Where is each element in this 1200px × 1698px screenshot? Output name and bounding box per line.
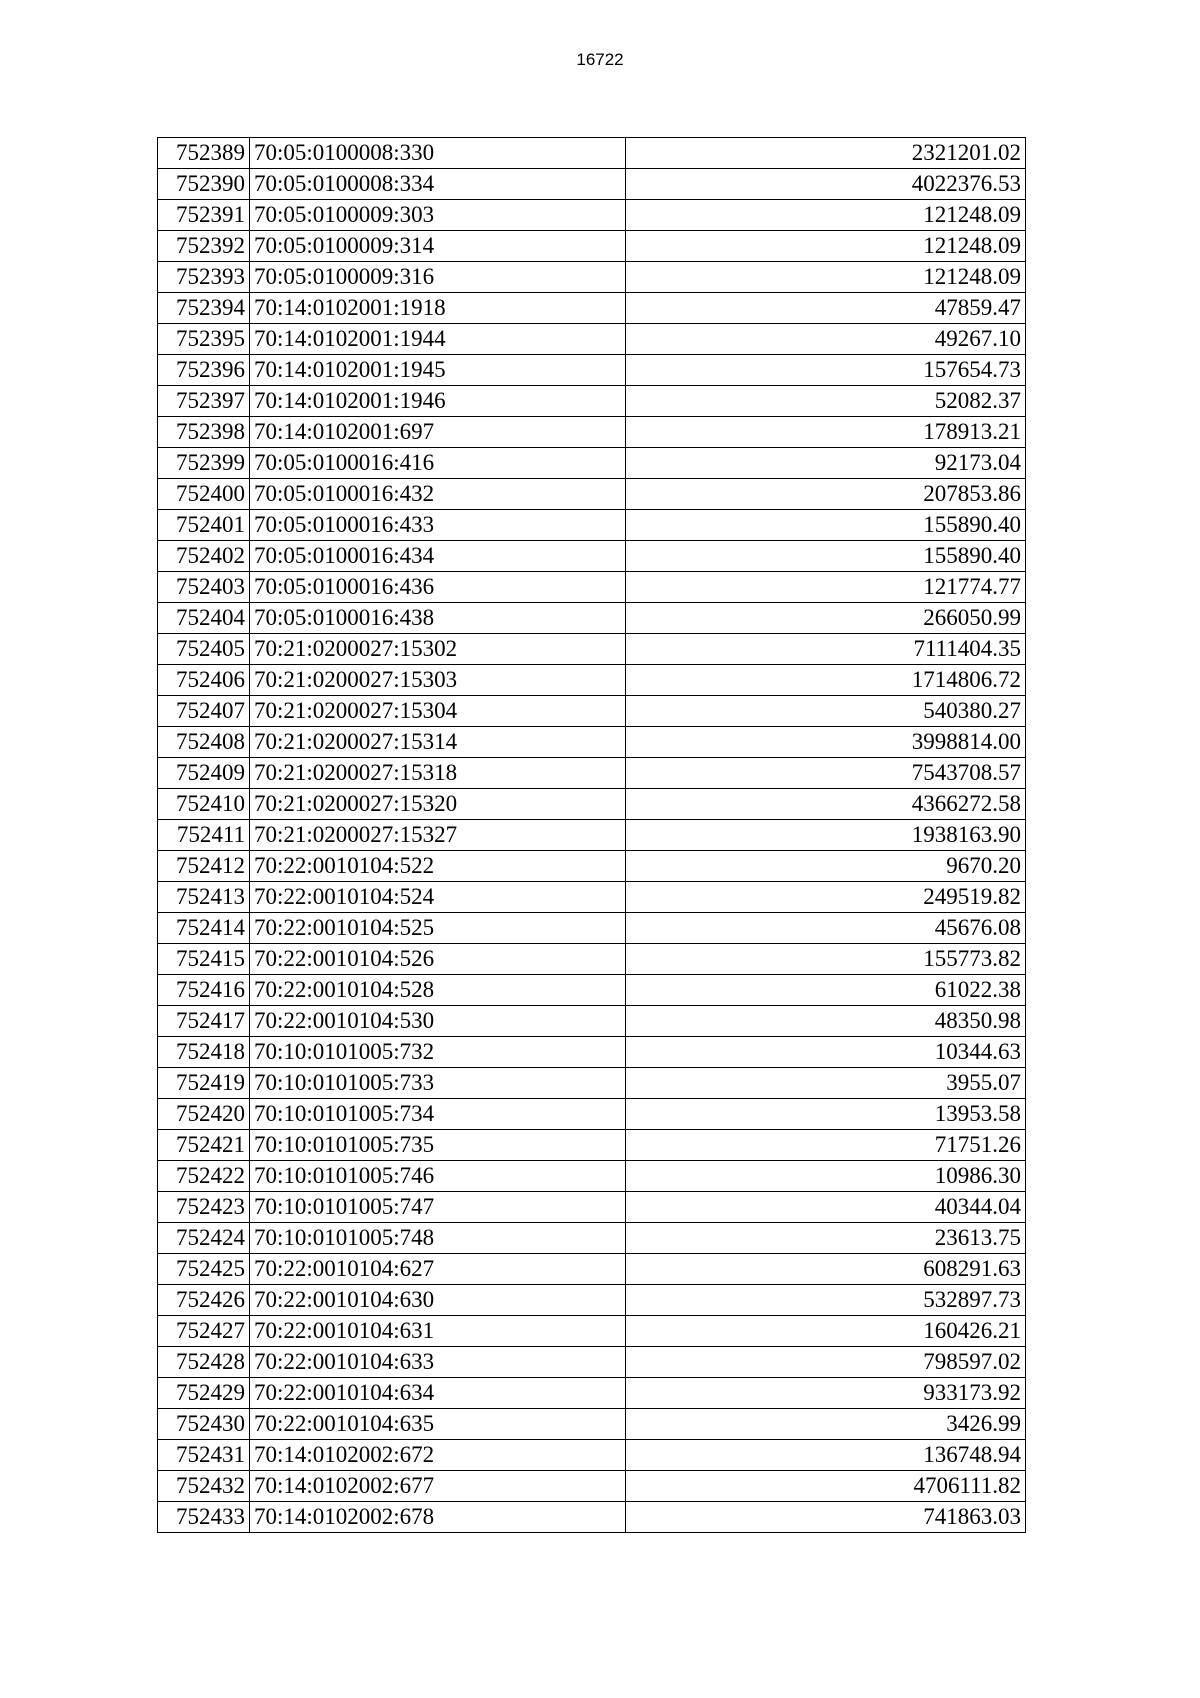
value-cell: 933173.92 — [626, 1378, 1026, 1409]
value-cell: 4366272.58 — [626, 789, 1026, 820]
table-row — [158, 262, 1026, 293]
cadastral-number-cell: 70:05:0100016:432 — [250, 479, 626, 510]
cadastral-number-cell: 70:21:0200027:15303 — [250, 665, 626, 696]
table-row — [158, 975, 1026, 1006]
value-cell: 4022376.53 — [626, 169, 1026, 200]
table-row — [158, 1223, 1026, 1254]
table-row — [158, 851, 1026, 882]
cadastral-number-cell: 70:22:0010104:530 — [250, 1006, 626, 1037]
table-row — [158, 479, 1026, 510]
cadastral-number-cell: 70:21:0200027:15302 — [250, 634, 626, 665]
row-id-cell: 752397 — [158, 386, 250, 417]
table-row — [158, 1440, 1026, 1471]
row-id-cell: 752396 — [158, 355, 250, 386]
cadastral-number-cell: 70:22:0010104:634 — [250, 1378, 626, 1409]
table-row — [158, 138, 1026, 169]
value-cell: 160426.21 — [626, 1316, 1026, 1347]
cadastral-number-cell: 70:10:0101005:748 — [250, 1223, 626, 1254]
cadastral-number-cell: 70:21:0200027:15327 — [250, 820, 626, 851]
row-id-cell: 752429 — [158, 1378, 250, 1409]
row-id-cell: 752412 — [158, 851, 250, 882]
row-id-cell: 752410 — [158, 789, 250, 820]
cadastral-number-cell: 70:14:0102002:672 — [250, 1440, 626, 1471]
cadastral-number-cell: 70:22:0010104:630 — [250, 1285, 626, 1316]
row-id-cell: 752405 — [158, 634, 250, 665]
table-row — [158, 1161, 1026, 1192]
cadastral-number-cell: 70:14:0102001:1944 — [250, 324, 626, 355]
value-cell: 540380.27 — [626, 696, 1026, 727]
row-id-cell: 752390 — [158, 169, 250, 200]
table-row — [158, 386, 1026, 417]
value-cell: 266050.99 — [626, 603, 1026, 634]
table-row — [158, 820, 1026, 851]
value-cell: 10986.30 — [626, 1161, 1026, 1192]
table-row — [158, 1378, 1026, 1409]
cadastral-number-cell: 70:14:0102002:677 — [250, 1471, 626, 1502]
value-cell: 155890.40 — [626, 510, 1026, 541]
value-cell: 13953.58 — [626, 1099, 1026, 1130]
table-row — [158, 541, 1026, 572]
cadastral-number-cell: 70:21:0200027:15304 — [250, 696, 626, 727]
table-row — [158, 944, 1026, 975]
row-id-cell: 752401 — [158, 510, 250, 541]
cadastral-number-cell: 70:05:0100016:434 — [250, 541, 626, 572]
table-row — [158, 1192, 1026, 1223]
table-body — [158, 138, 1026, 1533]
table-row — [158, 1471, 1026, 1502]
row-id-cell: 752415 — [158, 944, 250, 975]
table-row — [158, 696, 1026, 727]
row-id-cell: 752422 — [158, 1161, 250, 1192]
cadastral-number-cell: 70:22:0010104:522 — [250, 851, 626, 882]
cadastral-number-cell: 70:14:0102002:678 — [250, 1502, 626, 1533]
cadastral-number-cell: 70:10:0101005:746 — [250, 1161, 626, 1192]
table-row — [158, 1037, 1026, 1068]
value-cell: 157654.73 — [626, 355, 1026, 386]
cadastral-number-cell: 70:10:0101005:734 — [250, 1099, 626, 1130]
table-row — [158, 882, 1026, 913]
table-row — [158, 727, 1026, 758]
cadastral-number-cell: 70:05:0100016:416 — [250, 448, 626, 479]
row-id-cell: 752398 — [158, 417, 250, 448]
cadastral-number-cell: 70:21:0200027:15318 — [250, 758, 626, 789]
value-cell: 71751.26 — [626, 1130, 1026, 1161]
value-cell: 7111404.35 — [626, 634, 1026, 665]
table-row — [158, 665, 1026, 696]
row-id-cell: 752400 — [158, 479, 250, 510]
cadastral-number-cell: 70:05:0100016:438 — [250, 603, 626, 634]
cadastral-number-cell: 70:21:0200027:15314 — [250, 727, 626, 758]
cadastral-number-cell: 70:22:0010104:528 — [250, 975, 626, 1006]
row-id-cell: 752419 — [158, 1068, 250, 1099]
table-row — [158, 1409, 1026, 1440]
cadastral-number-cell: 70:10:0101005:735 — [250, 1130, 626, 1161]
row-id-cell: 752432 — [158, 1471, 250, 1502]
value-cell: 40344.04 — [626, 1192, 1026, 1223]
table-row — [158, 572, 1026, 603]
value-cell: 155890.40 — [626, 541, 1026, 572]
value-cell: 207853.86 — [626, 479, 1026, 510]
table-row — [158, 1099, 1026, 1130]
value-cell: 1938163.90 — [626, 820, 1026, 851]
table-row — [158, 324, 1026, 355]
row-id-cell: 752431 — [158, 1440, 250, 1471]
row-id-cell: 752427 — [158, 1316, 250, 1347]
row-id-cell: 752395 — [158, 324, 250, 355]
cadastral-number-cell: 70:22:0010104:627 — [250, 1254, 626, 1285]
value-cell: 48350.98 — [626, 1006, 1026, 1037]
row-id-cell: 752404 — [158, 603, 250, 634]
row-id-cell: 752423 — [158, 1192, 250, 1223]
value-cell: 52082.37 — [626, 386, 1026, 417]
value-cell: 10344.63 — [626, 1037, 1026, 1068]
value-cell: 3426.99 — [626, 1409, 1026, 1440]
value-cell: 532897.73 — [626, 1285, 1026, 1316]
row-id-cell: 752407 — [158, 696, 250, 727]
table-row — [158, 1316, 1026, 1347]
row-id-cell: 752430 — [158, 1409, 250, 1440]
value-cell: 121774.77 — [626, 572, 1026, 603]
cadastral-number-cell: 70:05:0100009:303 — [250, 200, 626, 231]
cadastral-number-cell: 70:22:0010104:525 — [250, 913, 626, 944]
row-id-cell: 752425 — [158, 1254, 250, 1285]
row-id-cell: 752414 — [158, 913, 250, 944]
value-cell: 49267.10 — [626, 324, 1026, 355]
table-row — [158, 169, 1026, 200]
table-row — [158, 200, 1026, 231]
table-row — [158, 293, 1026, 324]
cadastral-number-cell: 70:10:0101005:732 — [250, 1037, 626, 1068]
cadastral-number-cell: 70:05:0100016:436 — [250, 572, 626, 603]
value-cell: 7543708.57 — [626, 758, 1026, 789]
row-id-cell: 752399 — [158, 448, 250, 479]
row-id-cell: 752392 — [158, 231, 250, 262]
cadastral-number-cell: 70:14:0102001:1946 — [250, 386, 626, 417]
row-id-cell: 752409 — [158, 758, 250, 789]
cadastral-number-cell: 70:22:0010104:526 — [250, 944, 626, 975]
table-row — [158, 789, 1026, 820]
table-row — [158, 510, 1026, 541]
row-id-cell: 752403 — [158, 572, 250, 603]
row-id-cell: 752416 — [158, 975, 250, 1006]
value-cell: 121248.09 — [626, 262, 1026, 293]
cadastral-number-cell: 70:05:0100009:314 — [250, 231, 626, 262]
row-id-cell: 752428 — [158, 1347, 250, 1378]
cadastral-number-cell: 70:05:0100008:330 — [250, 138, 626, 169]
cadastral-number-cell: 70:22:0010104:635 — [250, 1409, 626, 1440]
value-cell: 3998814.00 — [626, 727, 1026, 758]
table-row — [158, 231, 1026, 262]
cadastral-number-cell: 70:14:0102001:1945 — [250, 355, 626, 386]
value-cell: 92173.04 — [626, 448, 1026, 479]
page-number: 16722 — [576, 50, 624, 69]
table-row — [158, 1347, 1026, 1378]
cadastral-number-cell: 70:22:0010104:524 — [250, 882, 626, 913]
value-cell: 47859.47 — [626, 293, 1026, 324]
value-cell: 2321201.02 — [626, 138, 1026, 169]
value-cell: 121248.09 — [626, 200, 1026, 231]
row-id-cell: 752391 — [158, 200, 250, 231]
row-id-cell: 752418 — [158, 1037, 250, 1068]
cadastral-number-cell: 70:05:0100009:316 — [250, 262, 626, 293]
value-cell: 798597.02 — [626, 1347, 1026, 1378]
cadastral-number-cell: 70:21:0200027:15320 — [250, 789, 626, 820]
row-id-cell: 752433 — [158, 1502, 250, 1533]
value-cell: 136748.94 — [626, 1440, 1026, 1471]
row-id-cell: 752421 — [158, 1130, 250, 1161]
row-id-cell: 752413 — [158, 882, 250, 913]
cadastral-number-cell: 70:10:0101005:747 — [250, 1192, 626, 1223]
value-cell: 249519.82 — [626, 882, 1026, 913]
cadastral-number-cell: 70:05:0100016:433 — [250, 510, 626, 541]
cadastral-number-cell: 70:10:0101005:733 — [250, 1068, 626, 1099]
table-row — [158, 1254, 1026, 1285]
table-row — [158, 1285, 1026, 1316]
value-cell: 178913.21 — [626, 417, 1026, 448]
table-row — [158, 603, 1026, 634]
row-id-cell: 752393 — [158, 262, 250, 293]
cadastral-number-cell: 70:14:0102001:697 — [250, 417, 626, 448]
table-row — [158, 1068, 1026, 1099]
row-id-cell: 752426 — [158, 1285, 250, 1316]
value-cell: 23613.75 — [626, 1223, 1026, 1254]
table-row — [158, 1502, 1026, 1533]
table-row — [158, 913, 1026, 944]
table-row — [158, 448, 1026, 479]
value-cell: 608291.63 — [626, 1254, 1026, 1285]
row-id-cell: 752394 — [158, 293, 250, 324]
row-id-cell: 752389 — [158, 138, 250, 169]
row-id-cell: 752411 — [158, 820, 250, 851]
row-id-cell: 752420 — [158, 1099, 250, 1130]
data-table — [157, 137, 1026, 1533]
row-id-cell: 752402 — [158, 541, 250, 572]
cadastral-number-cell: 70:14:0102001:1918 — [250, 293, 626, 324]
table-row — [158, 355, 1026, 386]
cadastral-number-cell: 70:22:0010104:633 — [250, 1347, 626, 1378]
value-cell: 4706111.82 — [626, 1471, 1026, 1502]
row-id-cell: 752424 — [158, 1223, 250, 1254]
value-cell: 9670.20 — [626, 851, 1026, 882]
value-cell: 741863.03 — [626, 1502, 1026, 1533]
row-id-cell: 752406 — [158, 665, 250, 696]
value-cell: 121248.09 — [626, 231, 1026, 262]
row-id-cell: 752417 — [158, 1006, 250, 1037]
value-cell: 3955.07 — [626, 1068, 1026, 1099]
value-cell: 1714806.72 — [626, 665, 1026, 696]
table-row — [158, 1006, 1026, 1037]
table-row — [158, 758, 1026, 789]
cadastral-number-cell: 70:05:0100008:334 — [250, 169, 626, 200]
table-row — [158, 417, 1026, 448]
cadastral-number-cell: 70:22:0010104:631 — [250, 1316, 626, 1347]
table-row — [158, 1130, 1026, 1161]
value-cell: 61022.38 — [626, 975, 1026, 1006]
value-cell: 45676.08 — [626, 913, 1026, 944]
row-id-cell: 752408 — [158, 727, 250, 758]
value-cell: 155773.82 — [626, 944, 1026, 975]
table-row — [158, 634, 1026, 665]
